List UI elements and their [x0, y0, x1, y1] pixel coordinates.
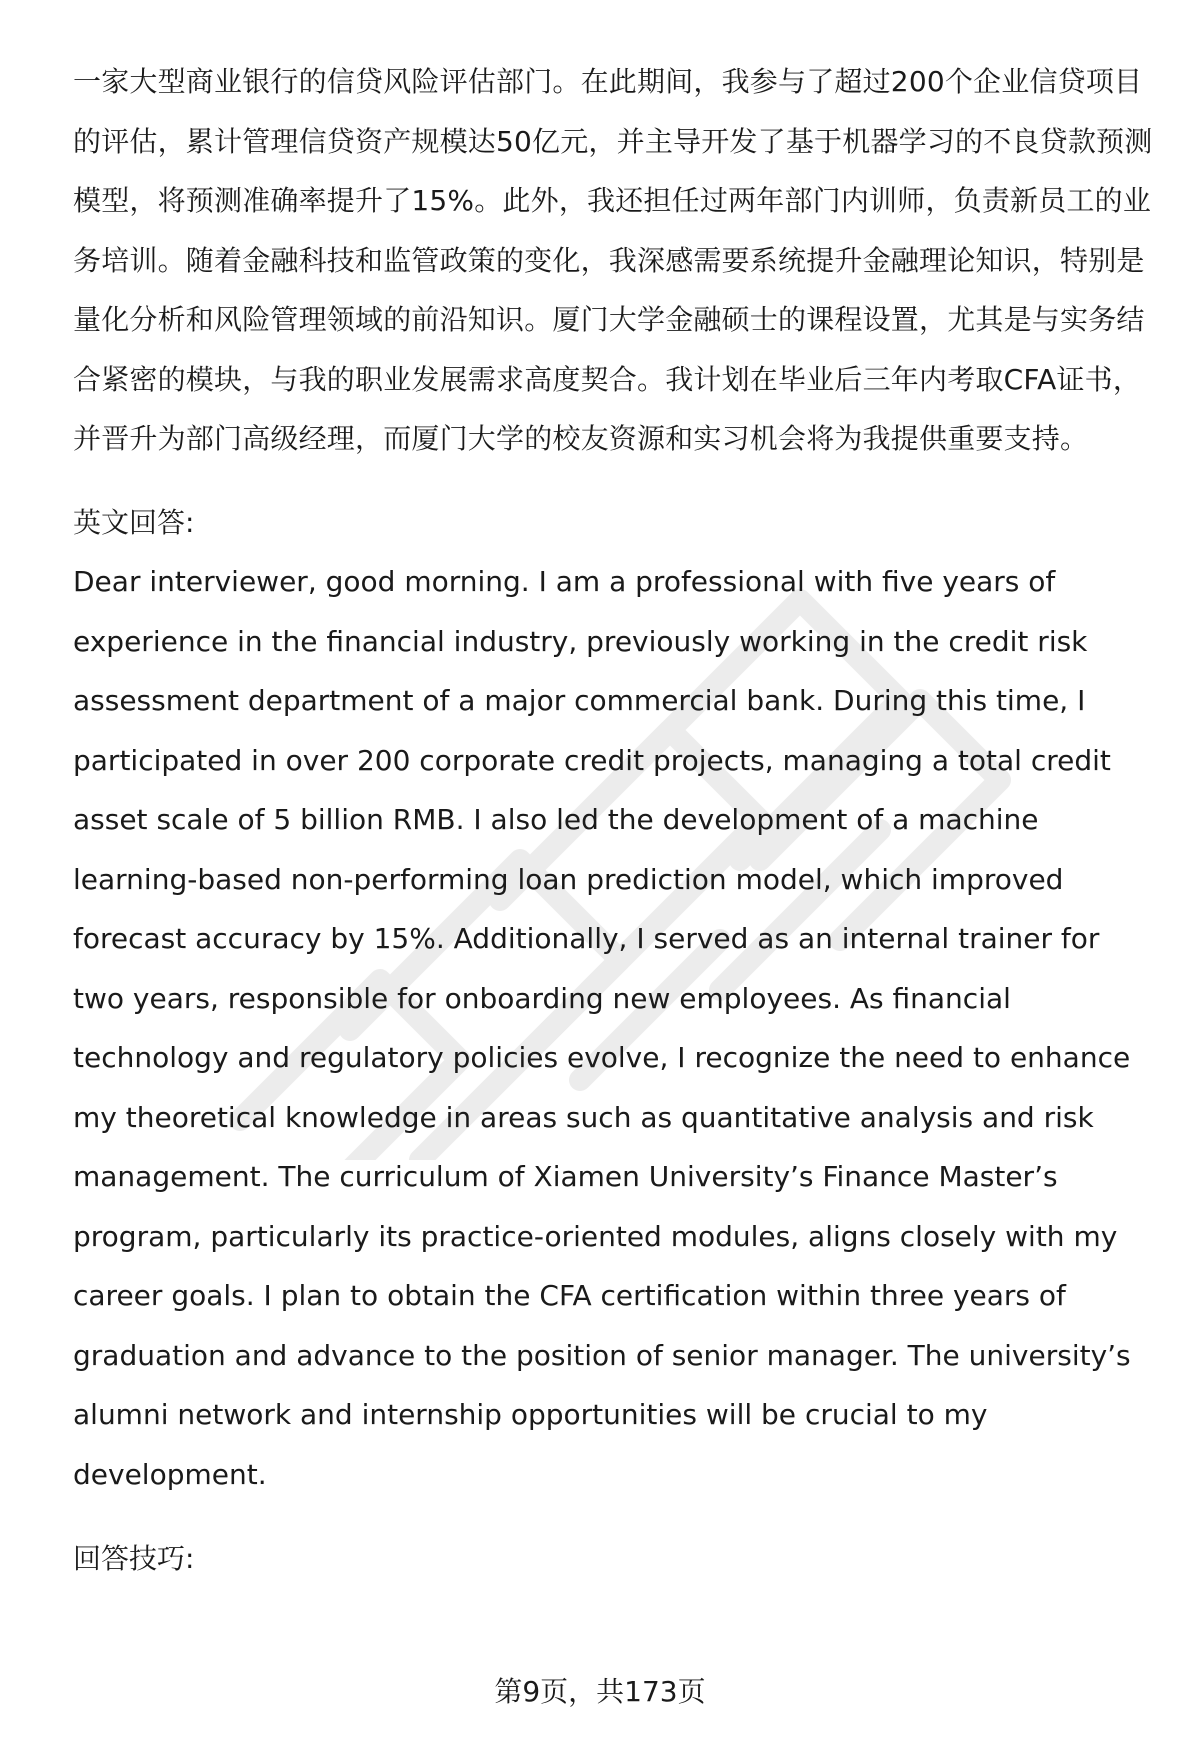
english-answer-paragraph: Dear interviewer, good morning. I am a professional with five years of experience in the financial industry, previously working in the credit risk assessment department of a major commercial bank. During this time, I participated in over 200 corporate credit projects, managing a total credit asset scale of 5 billion RMB. I also led the development of a machine learning-based non-performing loan prediction model, which improved forecast accuracy by 15%. Additionally, I served as an internal trainer for two years, responsible for onboarding new employees. As financial technology and regulatory policies evolve, I recognize the need to enhance my theoretical knowledge in areas such as quantitative analysis and risk management. The curriculum of Xiamen University’s Finance Master’s program, particularly its practice-oriented modules, aligns closely with my career goals. I plan to obtain the CFA certification within three years of graduation and advance to the position of senior manager. The university’s alumni network and internship opportunities will be crucial to my development. — [73, 565, 1131, 1491]
answer-tips-heading: 回答技巧: — [73, 1542, 195, 1575]
document-body — [73, 52, 1153, 1589]
page-number-footer: 第9页，共173页 — [494, 1675, 706, 1708]
chinese-answer-paragraph: 一家大型商业银行的信贷风险评估部门。在此期间，我参与了超过200个企业信贷项目的评估，累计管理信贷资产规模达50亿元，并主导开发了基于机器学习的不良贷款预测模型，将预测准确率提升了15%。此外，我还担任过两年部门内训师，负责新员工的业务培训。随着金融科技和监管政策的变化，我深感需要系统提升金融理论知识，特别是量化分析和风险管理领域的前沿知识。厦门大学金融硕士的课程设置，尤其是与实务结合紧密的模块，与我的职业发展需求高度契合。我计划在毕业后三年内考取CFA证书，并晋升为部门高级经理，而厦门大学的校友资源和实习机会将为我提供重要支持。 — [73, 65, 1153, 455]
english-answer-heading: 英文回答: — [73, 505, 195, 539]
